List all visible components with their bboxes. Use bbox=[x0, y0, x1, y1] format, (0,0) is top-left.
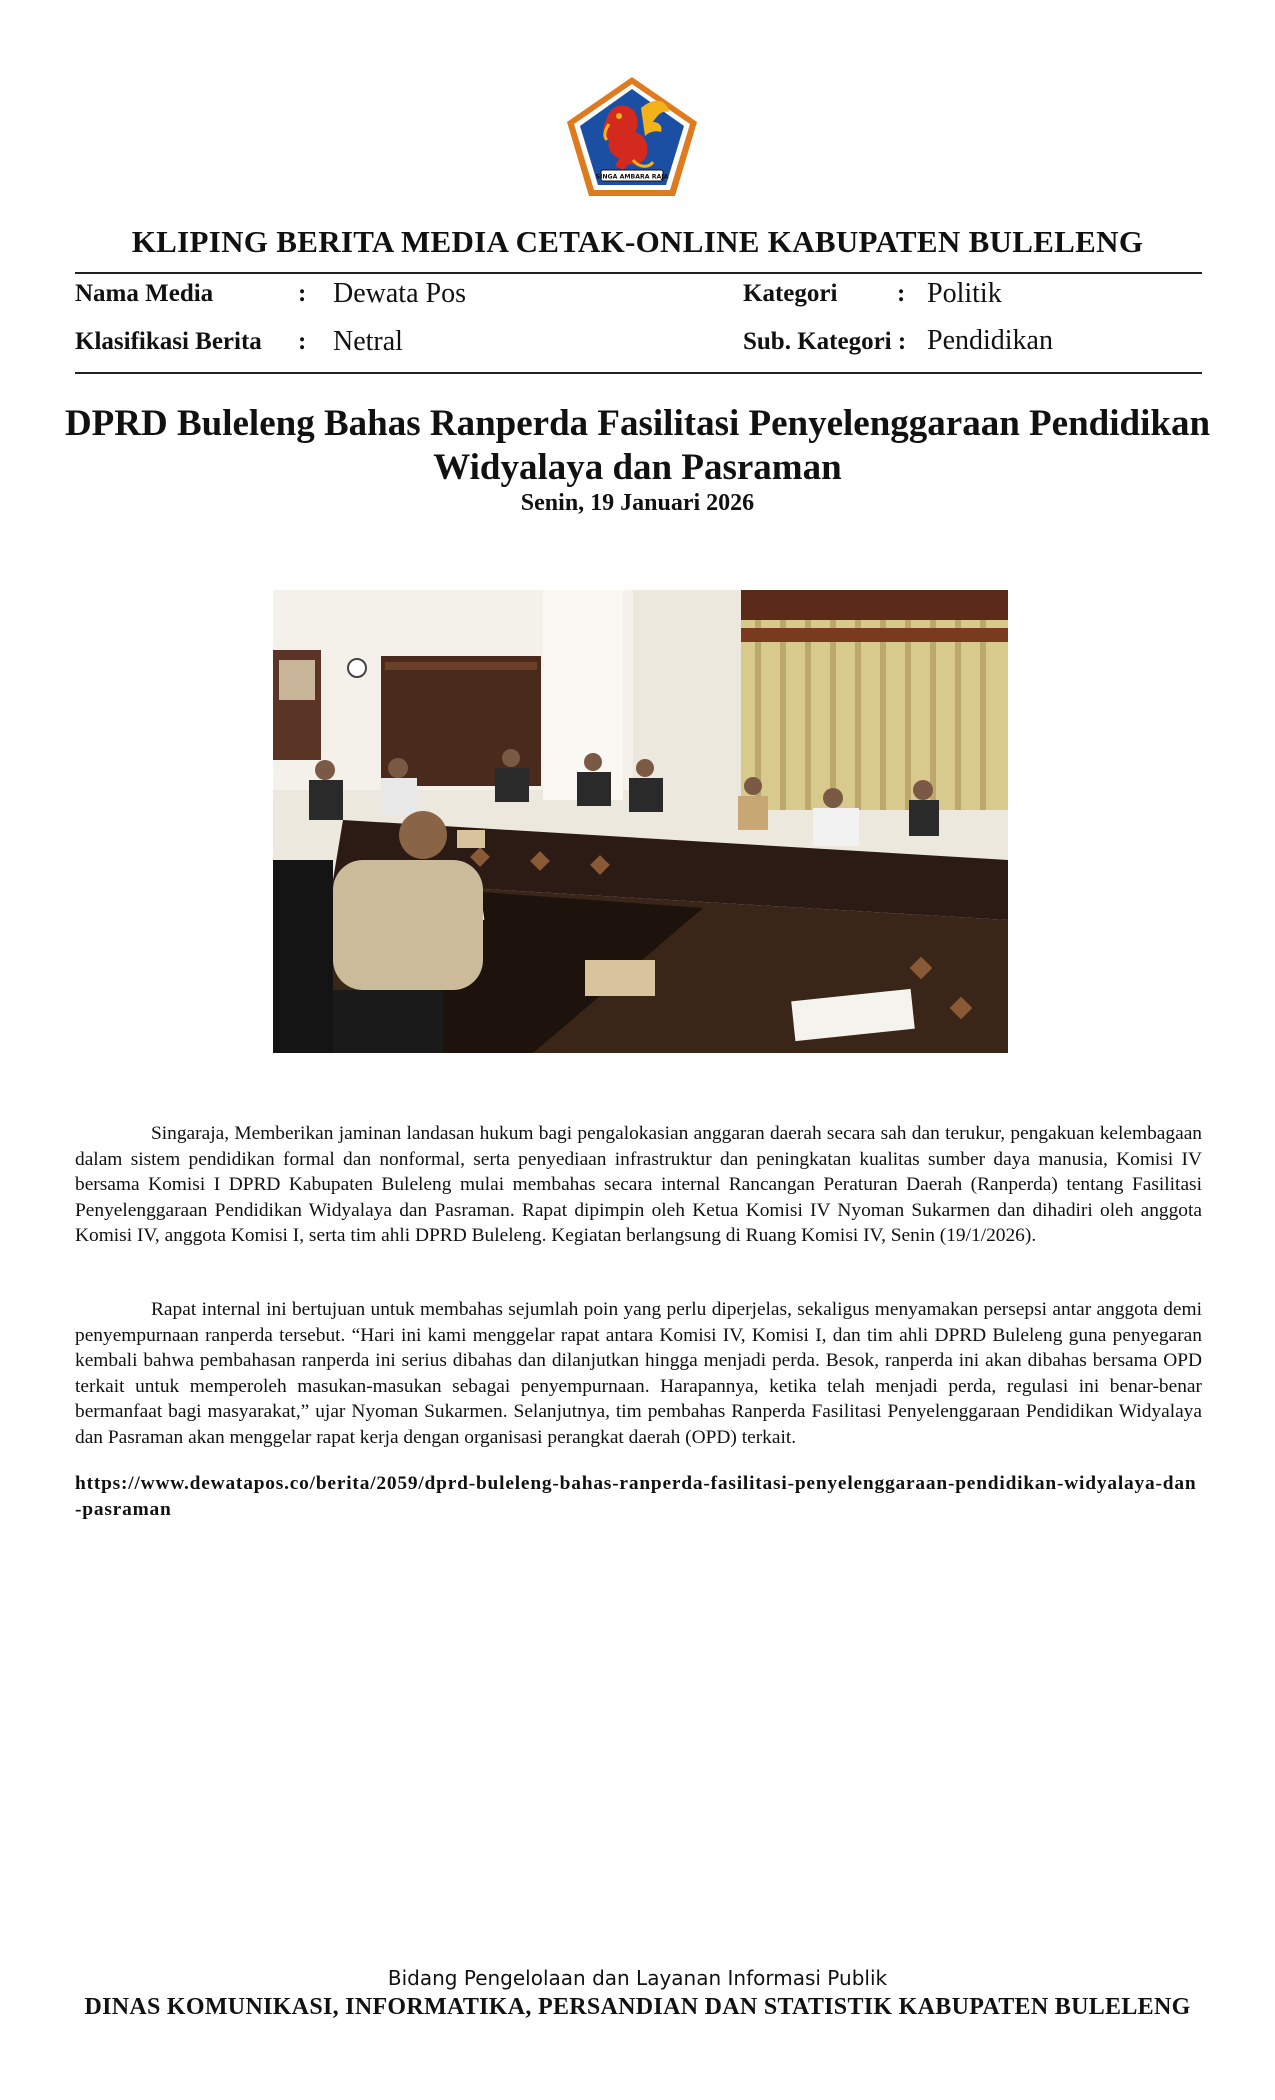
klasifikasi-value: Netral bbox=[333, 326, 403, 357]
kategori-value: Politik bbox=[927, 278, 1002, 309]
media-colon: : bbox=[298, 280, 307, 307]
header-divider bbox=[75, 272, 1202, 274]
footer-title: DINAS KOMUNIKASI, INFORMATIKA, PERSANDIAN DAN STATISTIK KABUPATEN BULELENG bbox=[84, 1994, 1191, 2020]
klasifikasi-label: Klasifikasi Berita bbox=[75, 328, 262, 355]
subkategori-value: Pendidikan bbox=[927, 325, 1053, 356]
article-headline: DPRD Buleleng Bahas Ranperda Fasilitasi Penyelenggaraan Pendidikan Widyalaya dan Pasraman bbox=[64, 403, 1211, 488]
buleleng-emblem-icon bbox=[563, 74, 701, 200]
paragraph-1-text: Singaraja, Memberikan jaminan landasan hukum bagi pengalokasian anggaran daerah secara sah dan terukur, pengakuan kelembagaan dalam sistem pendidikan formal dan nonformal, serta penyediaan infrastruktur dan peningkatan kualitas sumber daya manusia, Komisi IV bersama Komisi I DPRD Kabupaten Buleleng mulai membahas secara internal Rancangan Peraturan Daerah (Ranperda) tentang Fasilitasi Penyelenggaraan Pendidikan Widyalaya dan Pasraman. Rapat dipimpin oleh Ketua Komisi IV Nyoman Sukarmen dan dihadiri oleh anggota Komisi IV, anggota Komisi I, serta tim ahli DPRD Buleleng. Kegiatan berlangsung di Ruang Komisi IV, Senin (19/1/2026). bbox=[75, 1123, 1202, 1246]
media-value: Dewata Pos bbox=[333, 278, 466, 309]
source-link[interactable]: https://www.dewatapos.co/berita/2059/dprd-buleleng-bahas-ranperda-fasilitasi-penyelenggaraan-pendidikan-widyalaya-dan-pasraman bbox=[75, 1473, 1197, 1520]
emblem-motto: SINGA AMBARA RAJA bbox=[595, 173, 669, 181]
kategori-label: Kategori bbox=[743, 280, 838, 307]
media-label: Nama Media bbox=[75, 280, 214, 307]
clipping-title: KLIPING BERITA MEDIA CETAK-ONLINE KABUPATEN BULELENG bbox=[131, 224, 1144, 259]
article-paragraph-1 bbox=[75, 1121, 1202, 1249]
klasifikasi-colon: : bbox=[298, 328, 307, 355]
kategori-colon: : bbox=[897, 280, 906, 307]
meta-divider bbox=[75, 372, 1202, 374]
article-paragraph-2 bbox=[75, 1297, 1202, 1450]
subkategori-label: Sub. Kategori : bbox=[743, 328, 907, 355]
article-date: Senin, 19 Januari 2026 bbox=[520, 490, 755, 516]
footer-subtitle: Bidang Pengelolaan dan Layanan Informasi Publik bbox=[387, 1966, 888, 1990]
paragraph-2-text: Rapat internal ini bertujuan untuk membahas sejumlah poin yang perlu diperjelas, sekaligus menyamakan persepsi antar anggota demi penyempurnaan ranperda tersebut. “Hari ini kami menggelar rapat antara Komisi IV, Komisi I, dan tim ahli DPRD Buleleng guna penyegaran kembali bahwa pembahasan ranperda ini serius dibahas dan dilanjutkan hingga menjadi perda. Besok, ranperda ini akan dibahas bersama OPD terkait untuk memperoleh masukan-masukan sebagai penyempurnaan. Harapannya, ketika telah menjadi perda, regulasi ini benar-benar bermanfaat bagi masyarakat,” ujar Nyoman Sukarmen. Selanjutnya, tim pembahas Ranperda Fasilitasi Penyelenggaraan Pendidikan Widyalaya dan Pasraman akan menggelar rapat kerja dengan organisasi perangkat daerah (OPD) terkait. bbox=[75, 1299, 1202, 1448]
meeting-room-photo bbox=[273, 590, 1008, 1053]
